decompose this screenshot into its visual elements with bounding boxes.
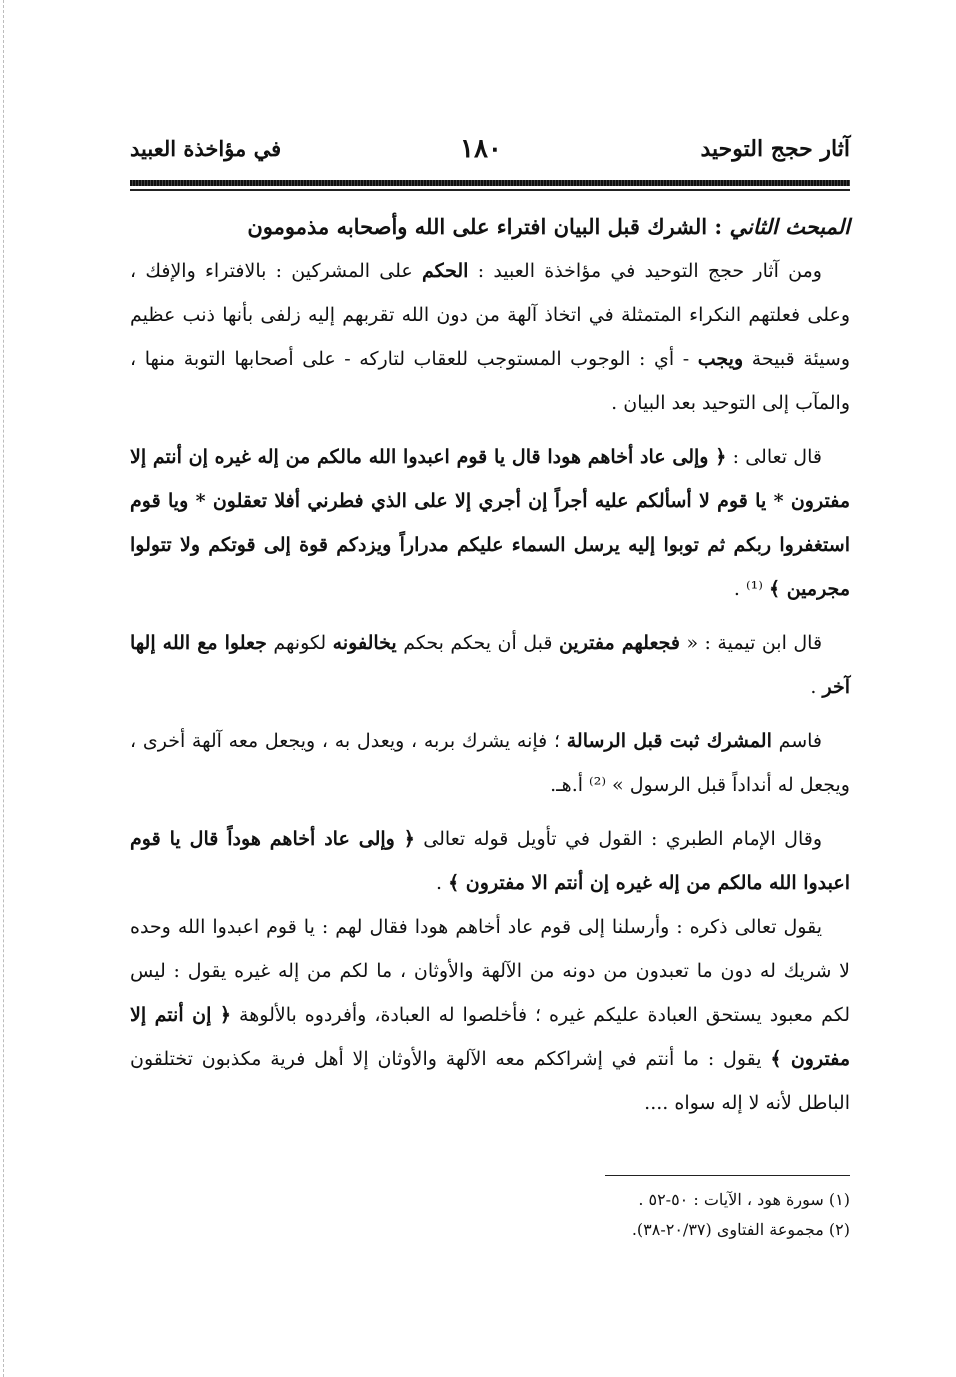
text-run: ومن آثار حجج التوحيد في مؤاخذة العبيد : [468, 260, 822, 282]
footnotes [130, 1185, 850, 1245]
text-run: على المشركين : بالافتراء والإفك ، وعلى فعلتهم النكراء المتمثلة في اتخاذ آلهة من دون الله تقربهم إليه زلفى بأنها ذنب عظيم وسيئة قبيحة [130, 260, 851, 370]
quran-verse: ﴿ وإلى عاد أخاهم هودا قال يا قوم اعبدوا الله مالكم من إله غيره إن أنتم إلا مفترون * يا قوم لا أسألكم عليه أجراً إن أجري إلا على الذي فطرني أفلا تعقلون * ويا قوم استغفروا ربكم ثم توبوا إليه يرسل السماء عليكم مدراراً ويزدكم قوة إلى قوتكم ولا تتولوا مجرمين ﴾ [130, 446, 850, 600]
quran-verse: ﴿ وإلى عاد أخاهم هوداً قال يا قوم اعبدوا الله مالكم من إله غيره إن أنتم الا مفترون ﴾ [130, 828, 850, 894]
bold-term: يخالفونه [332, 632, 397, 654]
section-heading [130, 207, 850, 247]
section-title: الشرك قبل البيان افتراء على الله وأصحابه مذمومون [247, 214, 708, 239]
page-margin-line [3, 0, 4, 1377]
document-page [130, 130, 850, 1250]
text-run: قال تعالى : [726, 446, 822, 468]
text-run: . [810, 676, 823, 698]
paragraph-intro [130, 249, 850, 425]
bold-term: الحكم [421, 260, 469, 282]
bold-term: المشرك ثبت قبل الرسالة [566, 730, 772, 752]
quran-verse: ﴿ إن أنتم إلا مفترون ﴾ [130, 1004, 850, 1070]
bold-term: ويجب [697, 348, 744, 370]
bold-term: جعلوا مع الله إلها آخر [130, 632, 850, 698]
paragraph-tafsir [130, 905, 850, 1125]
footnote-rule [605, 1175, 850, 1176]
section-label: المبحث الثاني [729, 214, 850, 239]
header-book-title: آثار حجج التوحيد [700, 136, 850, 162]
footnote-2: (٢) مجموعة الفتاوى (٢٠/٣٧-٣٨). [631, 1220, 850, 1239]
footnote-ref: ⁽¹⁾ . [733, 578, 769, 600]
text-run: لكونهم [266, 632, 333, 654]
paragraph-quran-quote [130, 435, 850, 611]
page-number: ١٨٠ [460, 134, 502, 164]
text-run: قبل أن يحكم بحكم [396, 632, 559, 654]
text-run: قال ابن تيمية : « [679, 632, 823, 654]
running-header [130, 130, 850, 176]
text-run: . [435, 872, 449, 894]
header-chapter-title: في مؤاخذة العبيد [130, 136, 282, 161]
header-rule-thick [130, 180, 850, 186]
footnote-1: (١) سورة هود ، الآيات : ٥٠-٥٢ . [638, 1190, 850, 1209]
bold-term: فجعلهم مفترين [558, 632, 680, 654]
paragraph-tabari [130, 817, 850, 905]
section-separator: : [707, 214, 730, 239]
text-run: ؛ فإنه يشرك بربه ، ويعدل به ، ويجعل معه آلهة أخرى ، ويجعل له أنداداً قبل الرسول » ⁽²⁾ أ.هـ. [130, 730, 850, 796]
text-run: وقال الإمام الطبري : القول في تأويل قوله تعالى [414, 828, 822, 850]
text-run: فاسم [771, 730, 823, 752]
paragraph-ibn-taymiyya [130, 621, 850, 709]
text-run: يقول تعالى ذكره : وأرسلنا إلى قوم عاد أخاهم هودا فقال لهم : يا قوم اعبدوا الله وحده لا شريك له دون ما تعبدون من دونه من الآلهة والأوثان ، ما لكم من إله غيره يقول : ليس لكم معبود يستحق العبادة عليكم غيره ؛ فأخلصوا له العبادة، وأفردوه بالألوهة [130, 916, 850, 1026]
header-rule-thin [130, 189, 850, 191]
text-run: - أي : الوجوب المستوجب للعقاب لتاركه - على أصحابها التوبة منها ، والمآب إلى التوحيد بعد البيان . [130, 348, 850, 414]
text-run: يقول : ما أنتم في إشراككم معه الآلهة والأوثان إلا أهل فرية مكذبون تختلقون الباطل لأنه لا إله سواه .... [130, 1048, 850, 1114]
main-text [130, 207, 850, 1125]
paragraph-mushrik [130, 719, 850, 807]
